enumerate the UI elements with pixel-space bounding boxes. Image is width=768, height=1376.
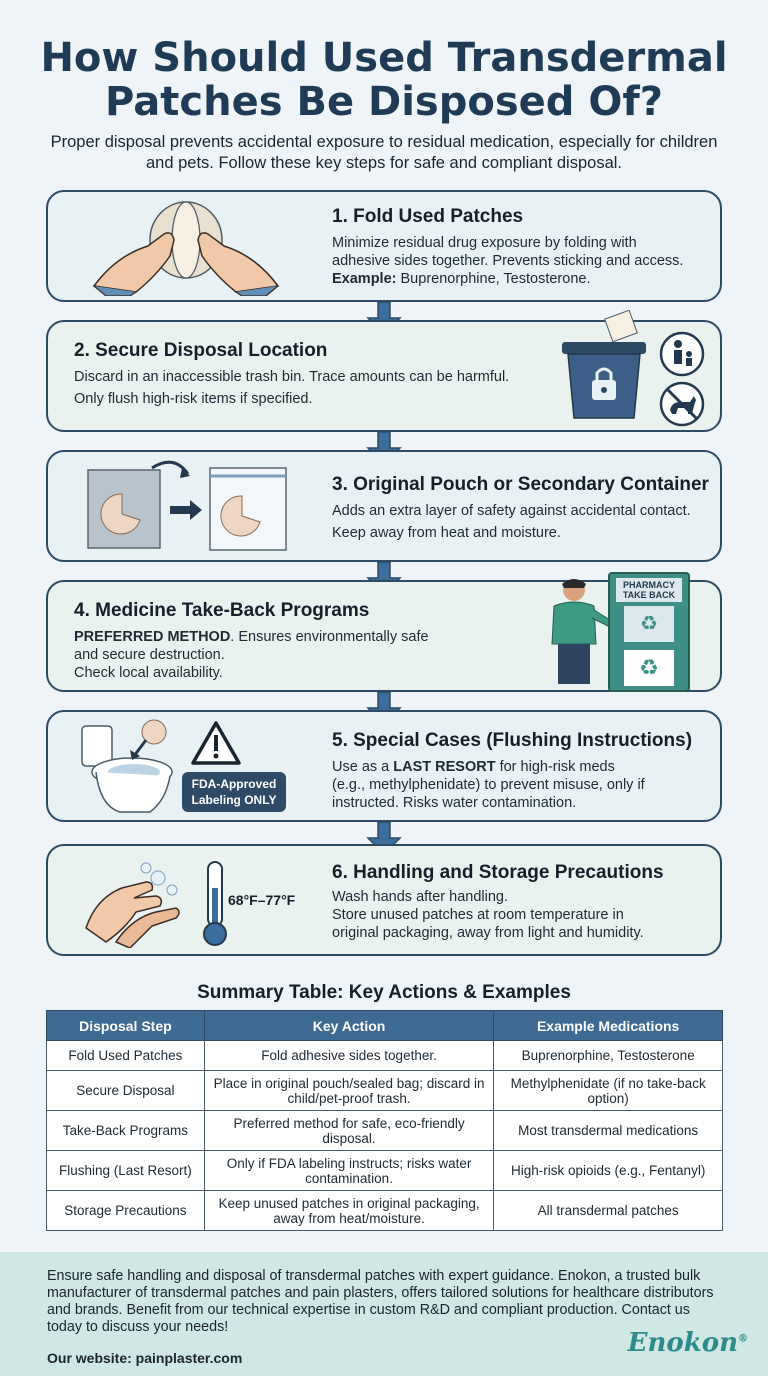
step-2-card [46,320,722,432]
table-header-cell: Key Action [204,1011,494,1041]
table-cell: Only if FDA labeling instructs; risks water contamination. [204,1151,494,1191]
last-resort-label: LAST RESORT [393,759,496,775]
step-3-card [46,450,722,562]
step-4-card [46,580,722,692]
table-row [47,1151,723,1191]
handwash-icon [76,858,186,948]
no-pets-icon [658,380,706,428]
title-line-1: How Should Used Transdermal [40,35,728,81]
no-children-icon [658,330,706,378]
table-row [47,1071,723,1111]
step-5-line-1-pre: Use as a [332,759,394,775]
step-3-line-2: Keep away from heat and moisture. [332,525,561,541]
step-4-line-1-rest: . Ensures environmentally safe [230,629,429,645]
fda-badge-line-1: FDA-Approved [191,777,277,791]
table-cell: Secure Disposal [47,1071,205,1111]
table-header-cell: Disposal Step [47,1011,205,1041]
brand-name: Enokon [627,1328,738,1358]
table-cell: Methylphenidate (if no take-back option) [494,1071,723,1111]
pouch-to-bag-icon [82,458,302,558]
step-5-line-3: instructed. Risks water contamination. [332,795,577,811]
table-header-cell: Example Medications [494,1011,723,1041]
registered-mark: ® [738,1333,748,1345]
summary-table [46,1010,723,1231]
step-4-title: 4. Medicine Take-Back Programs [74,600,370,621]
person-icon [534,574,614,684]
table-cell: Place in original pouch/sealed bag; discard in child/pet-proof trash. [204,1071,494,1111]
step-5-line-1-rest: for high-risk meds [495,759,615,775]
summary-table-title: Summary Table: Key Actions & Examples [197,982,571,1003]
table-cell: Keep unused patches in original packaging, away from heat/moisture. [204,1191,494,1231]
step-1-title: 1. Fold Used Patches [332,206,524,227]
table-cell: Take-Back Programs [47,1111,205,1151]
step-3-line-1: Adds an extra layer of safety against accidental contact. [332,503,691,519]
brand-logo [628,1328,748,1358]
table-row [47,1111,723,1151]
step-6-card [46,844,722,956]
step-6-title: 6. Handling and Storage Precautions [332,862,664,883]
footer-text: Ensure safe handling and disposal of transdermal patches with expert guidance. Enokon, a trusted bulk manufacturer of transdermal patches and pain plasters, offers tailored solutions for healthcare distributors and brands. Benefit from our technical expertise in custom R&D and compliant production. Contact us today to discuss your needs! [47,1268,714,1335]
fda-badge [182,772,286,812]
website-link[interactable]: Our website: painplaster.com [47,1350,243,1366]
table-cell: Storage Precautions [47,1191,205,1231]
table-cell: Most transdermal medications [494,1111,723,1151]
table-cell: Preferred method for safe, eco-friendly disposal. [204,1111,494,1151]
step-6-line-3: original packaging, away from light and humidity. [332,925,644,941]
step-1-example [332,270,591,288]
step-4-line-2: and secure destruction. [74,647,225,663]
title-line-2: Patches Be Disposed Of? [105,79,663,125]
recycle-icon: ♻ [624,650,674,686]
kiosk-label: PHARMACY TAKE BACK [616,578,682,602]
table-cell: High-risk opioids (e.g., Fentanyl) [494,1151,723,1191]
step-6-line-2: Store unused patches at room temperature in [332,907,624,923]
table-row [47,1191,723,1231]
step-5-card [46,710,722,822]
step-3-title: 3. Original Pouch or Secondary Container [332,474,709,495]
example-text: Buprenorphine, Testosterone. [396,271,591,287]
locked-trash-bin-icon [554,310,654,420]
table-header-row [47,1011,723,1041]
table-row [47,1041,723,1071]
toilet-icon [76,716,176,820]
step-6-line-1: Wash hands after handling. [332,889,508,905]
intro-text: Proper disposal prevents accidental exposure to residual medication, especially for children and pets. Follow these key steps for safe and compliant disposal. [50,133,718,172]
step-1-line-2: adhesive sides together. Prevents sticking and access. [332,253,684,269]
temperature-label: 68°F–77°F [228,892,296,908]
hands-folding-patch-icon [86,196,286,296]
pharmacy-kiosk [608,572,690,692]
page-title [0,36,768,124]
step-5-line-1 [332,758,615,776]
table-cell: Fold Used Patches [47,1041,205,1071]
table-cell: Buprenorphine, Testosterone [494,1041,723,1071]
table-cell: Fold adhesive sides together. [204,1041,494,1071]
step-2-line-2: Only flush high-risk items if specified. [74,391,313,407]
step-1-line-1: Minimize residual drug exposure by folding with [332,235,637,251]
kiosk-screen: ♻ [624,606,674,642]
warning-icon [190,720,242,766]
step-2-line-1: Discard in an inaccessible trash bin. Trace amounts can be harmful. [74,369,510,385]
footer [0,1252,768,1376]
fda-badge-line-2: Labeling ONLY [191,793,277,807]
preferred-label: PREFERRED METHOD [74,629,231,645]
step-1-card [46,190,722,302]
step-4-line-3: Check local availability. [74,665,223,681]
table-cell: All transdermal patches [494,1191,723,1231]
thermometer-icon [198,858,232,948]
example-label: Example: [332,271,397,287]
step-5-title: 5. Special Cases (Flushing Instructions) [332,730,693,751]
table-cell: Flushing (Last Resort) [47,1151,205,1191]
step-4-line-1 [74,628,429,646]
step-2-title: 2. Secure Disposal Location [74,340,328,361]
step-5-line-2: (e.g., methylphenidate) to prevent misuse, only if [332,777,645,793]
